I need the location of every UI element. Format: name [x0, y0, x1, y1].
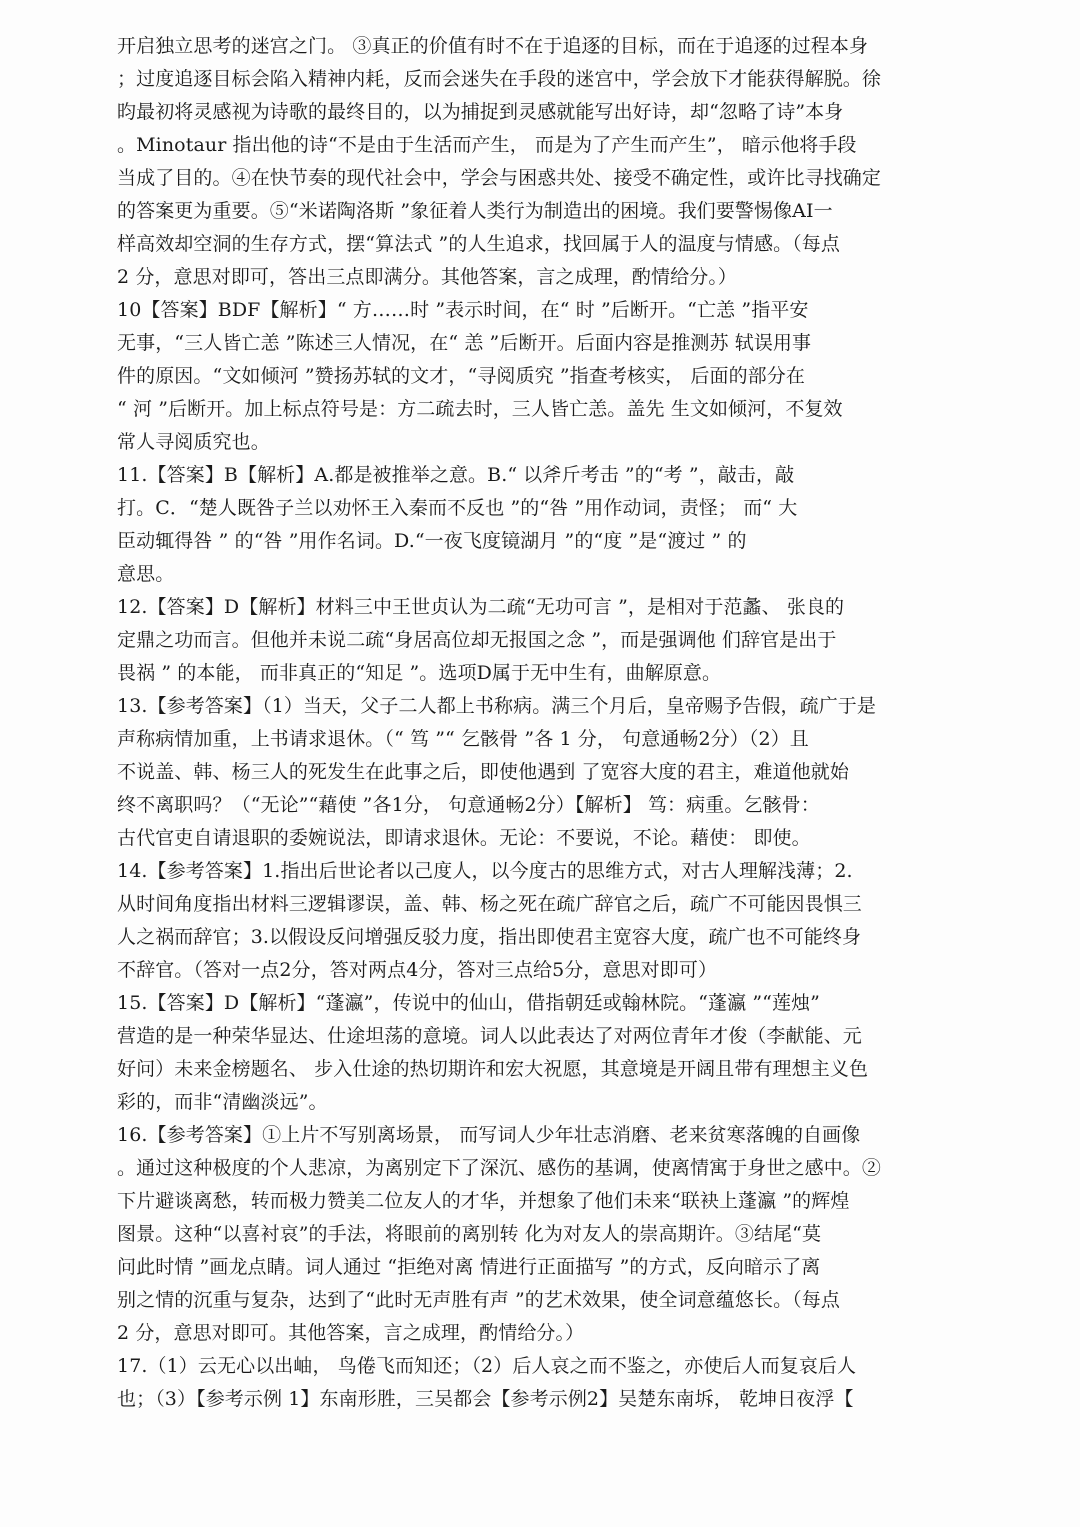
text-line: 件的原因。“文如倾河 ”赞扬苏轼的文才，“寻阅质究 ”指查考核实， 后面的部分在	[117, 365, 805, 387]
text-line: 。通过这种极度的个人悲凉，为离别定下了深沉、感伤的基调，使离情寓于身世之感中。②	[117, 1157, 882, 1179]
text-line: 打。C．“楚人既咎子兰以劝怀王入秦而不反也 ”的“咎 ”用作动词，责怪； 而“ 大	[117, 497, 798, 519]
text-line: 。Minotaur 指出他的诗“不是由于生活而产生， 而是为了产生而产生”， 暗示他将手段	[117, 134, 857, 156]
text-line: 11.【答案】B【解析】A.都是被推举之意。B.“ 以斧斤考击 ”的“考 ”，敲击，敲	[117, 464, 795, 486]
text-line: “ 河 ”后断开。加上标点符号是：方二疏去时，三人皆亡恙。盖先 生文如倾河，不复效	[117, 398, 843, 420]
text-line: 图景。这种“以喜衬哀”的手法，将眼前的离别转 化为对友人的崇高期许。③结尾“莫	[117, 1223, 822, 1245]
text-line: 别之情的沉重与复杂，达到了“此时无声胜有声 ”的艺术效果，使全词意蕴悠长。（每点	[117, 1289, 840, 1311]
text-line: 常人寻阅质究也。	[117, 431, 270, 453]
text-line: 10【答案】BDF【解析】“ 方……时 ”表示时间，在“ 时 ”后断开。“亡恙 ”指平安	[117, 299, 809, 321]
text-line: 2 分，意思对即可，答出三点即满分。其他答案，言之成理，酌情给分。）	[117, 266, 738, 288]
text-line: 当成了目的。④在快节奏的现代社会中，学会与困惑共处、接受不确定性，或许比寻找确定	[117, 167, 882, 189]
text-line: 2 分，意思对即可。其他答案，言之成理，酌情给分。）	[117, 1322, 585, 1344]
text-line: 16.【参考答案】①上片不写别离场景， 而写词人少年壮志消磨、老来贫寒落魄的自画像	[117, 1124, 861, 1146]
text-line: ；过度追逐目标会陷入精神内耗，反而会迷失在手段的迷宫中，学会放下才能获得解脱。徐	[117, 68, 882, 90]
text-line: 人之祸而辞官；3.以假设反问增强反驳力度，指出即使君主宽容大度，疏广也不可能终身	[117, 926, 862, 948]
text-line: 声称病情加重，上书请求退休。（“ 笃 ”“ 乞骸骨 ”各 1 分， 句意通畅2分）（2）且	[117, 728, 809, 750]
text-line: 样高效却空洞的生存方式，摆“算法式 ”的人生追求，找回属于人的温度与情感。（每点	[117, 233, 840, 255]
text-line: 意思。	[117, 563, 175, 585]
text-line: 畏祸 ” 的本能， 而非真正的“知足 ”。选项D属于无中生有，曲解原意。	[117, 662, 722, 684]
text-line: 不说盖、韩、杨三人的死发生在此事之后，即使他遇到 了宽容大度的君主，难道他就始	[117, 761, 849, 783]
text-line: 15.【答案】D【解析】“蓬瀛”，传说中的仙山，借指朝廷或翰林院。“蓬瀛 ”“莲烛”	[117, 992, 820, 1014]
text-line: 17.（1）云无心以出岫， 鸟倦飞而知还；（2）后人哀之而不鉴之，亦使后人而复哀后人	[117, 1355, 857, 1377]
text-line: 开启独立思考的迷宫之门。 ③真正的价值有时不在于追逐的目标，而在于追逐的过程本身	[117, 35, 869, 57]
text-line: 13.【参考答案】（1）当天，父子二人都上书称病。满三个月后，皇帝赐予告假，疏广于是	[117, 695, 877, 717]
text-line: 14.【参考答案】1.指出后世论者以己度人，以今度古的思维方式，对古人理解浅薄；2.	[117, 860, 853, 882]
text-line: 下片避谈离愁，转而极力赞美二位友人的才华，并想象了他们未来“联袂上蓬瀛 ”的辉煌	[117, 1190, 850, 1212]
answer-key-text	[117, 30, 932, 1416]
text-line: 古代官吏自请退职的委婉说法，即请求退休。无论：不要说，不论。藉使： 即使。	[117, 827, 811, 849]
text-line: 不辞官。（答对一点2分，答对两点4分，答对三点给5分，意思对即可）	[117, 959, 718, 981]
text-line: 臣动辄得咎 ” 的“咎 ”用作名词。D.“一夜飞度镜湖月 ”的“度 ”是“渡过 ” 的	[117, 530, 747, 552]
text-line: 无事，“三人皆亡恙 ”陈述三人情况，在“ 恙 ”后断开。后面内容是推测苏 轼误用事	[117, 332, 812, 354]
text-line: 昀最初将灵感视为诗歌的最终目的，以为捕捉到灵感就能写出好诗，却“忽略了诗”本身	[117, 101, 844, 123]
text-line: 问此时情 ”画龙点睛。词人通过 “拒绝对离 情进行正面描写 ”的方式，反向暗示了离	[117, 1256, 821, 1278]
text-line: 12.【答案】D【解析】材料三中王世贞认为二疏“无功可言 ”，是相对于范蠡、 张良的	[117, 596, 845, 618]
text-line: 终不离职吗？（“无论”“藉使 ”各1分， 句意通畅2分）【解析】 笃：病重。乞骸骨：	[117, 794, 820, 816]
text-line: 的答案更为重要。⑤“米诺陶洛斯 ”象征着人类行为制造出的困境。我们要警惕像AI一	[117, 200, 833, 222]
text-line: 从时间角度指出材料三逻辑谬误，盖、韩、杨之死在疏广辞官之后，疏广不可能因畏惧三	[117, 893, 862, 915]
text-line: 也；（3）【参考示例 1】东南形胜，三吴都会【参考示例2】吴楚东南坼， 乾坤日夜浮【	[117, 1388, 854, 1410]
text-line: 彩的，而非“清幽淡远”。	[117, 1091, 328, 1113]
text-line: 营造的是一种荣华显达、仕途坦荡的意境。词人以此表达了对两位青年才俊（李献能、元	[117, 1025, 862, 1047]
text-line: 好问）未来金榜题名、 步入仕途的热切期许和宏大祝愿，其意境是开阔且带有理想主义色	[117, 1058, 869, 1080]
text-line: 定鼎之功而言。但他并未说二疏“身居高位却无报国之念 ”，而是强调他 们辞官是出于	[117, 629, 837, 651]
